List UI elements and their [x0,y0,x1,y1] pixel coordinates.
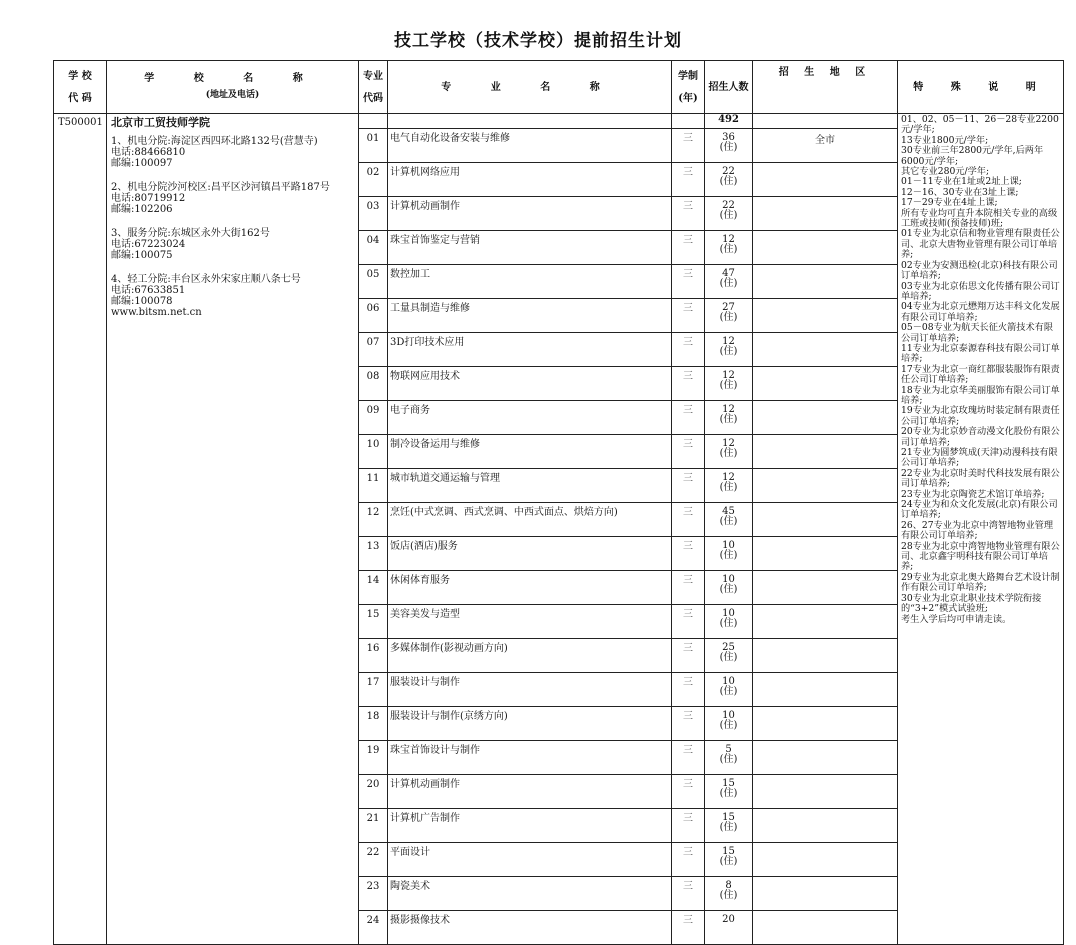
major-region [753,809,898,843]
major-years: 三 [672,265,705,299]
major-region [753,775,898,809]
special-notes [898,114,1064,945]
major-years: 三 [672,231,705,265]
major-enrollment [705,469,753,503]
header-region [753,61,898,114]
enrollment-count: 27 [722,302,735,313]
major-years: 三 [672,639,705,673]
header-region-label: 招 生 地 区 [778,67,872,78]
major-name: 珠宝首饰鉴定与营销 [388,231,672,265]
page-title: 技工学校（技术学校）提前招生计划 [394,31,682,51]
major-code: 04 [359,231,388,265]
major-name: 制冷设备运用与维修 [388,435,672,469]
header-enrollment: 招生人数 [705,61,753,114]
major-years: 三 [672,299,705,333]
major-name: 珠宝首饰设计与制作 [388,741,672,775]
header-school-name-label: 学 校 名 称 [144,73,321,84]
enrollment-count: 12 [722,472,735,483]
major-region [753,741,898,775]
major-years: 三 [672,129,705,163]
enrollment-count: 10 [722,676,735,687]
boarding-note: (住) [719,686,738,697]
major-region [753,231,898,265]
major-name: 电气自动化设备安装与维修 [388,129,672,163]
major-years: 三 [672,367,705,401]
special-notes-text: 01、02、05－11、26－28专业2200元/学年; 13专业1800元/学年; 30专业前三年2800元/学年,后两年6000元/学年; 其它专业280元/学年; 01－11专业在1址或2址上课; 12－16、30专业在3址上课; 17－29专业在4址上课; 所有专业均可直升本院相关专业的高级工班或技师(预备技师)班; 01专业为北京信和物业管理有限责任公司、北京大唐物业管理有限公司订单培养; 02专业为安测迅检(北京)科技有限公司订单培养; 03专业为北京佑思文化传播有限公司订单培养; 04专业为北京元懋翔万达丰科文化发展有限公司订单培养; 05－08专业为航天长征火箭技术有限公司订单培养; 11专业为北京泰源春科技有限公司订单培养; 17专业为北京一商红都服装服饰有限责任公司订单培养; 18专业为北京华美丽服饰有限公司订单培养; 19专业为北京玫瑰坊时装定制有限责任公司订单培养; 20专业为北京妙音动漫文化股份有限公司订单培养; 21专业为圆梦筑成(天津)动漫科技有限公司订单培养; 22专业为北京时美时代科技发展有限公司订单培养; 23专业为北京陶瓷艺术馆订单培养; 24专业为和众文化发展(北京)有限公司订单培养; 26、27专业为北京中湾智地物业管理有限公司订单培养; 28专业为北京中湾智地物业管理有限公司、北京鑫宇明科技有限公司订单培养; 29专业为北京北奥大路舞台艺术设计制作有限公司订单培养; 30专业为北京北职业技术学院衔接的“3+2”模式试验班; 考生入学后均可申请走读。 [901,114,1060,625]
header-years-bottom: (年) [678,92,698,104]
major-code: 07 [359,333,388,367]
major-region [753,877,898,911]
major-name: 工量具制造与维修 [388,299,672,333]
school-website: www.bitsm.net.cn [111,307,202,318]
major-code: 10 [359,435,388,469]
major-region [753,843,898,877]
boarding-note: (住) [719,278,738,289]
boarding-note: (住) [719,176,738,187]
major-years: 三 [672,741,705,775]
major-region: 全市 [753,129,898,163]
table-row-total [54,114,1064,129]
header-notes [898,61,1064,114]
enrollment-count: 36 [722,132,735,143]
header-major-name [388,61,672,114]
branch-address: 4、轻工分院:丰台区永外宋家庄顺八条七号 电话:67633851 邮编:100078 [111,274,301,307]
major-years: 三 [672,537,705,571]
major-years: 三 [672,809,705,843]
boarding-note: (住) [719,788,738,799]
enrollment-count: 12 [722,370,735,381]
boarding-note: (住) [719,346,738,357]
header-major-code [359,61,388,114]
boarding-note: (住) [719,584,738,595]
boarding-note: (住) [719,720,738,731]
major-code: 13 [359,537,388,571]
enrollment-count: 10 [722,574,735,585]
boarding-note: (住) [719,618,738,629]
years-empty [672,114,705,129]
enrollment-count: 15 [722,812,735,823]
header-years-top: 学制 [678,70,698,82]
school-info [107,114,359,945]
major-region [753,367,898,401]
header-years [672,61,705,114]
boarding-note: (住) [719,822,738,833]
major-region [753,537,898,571]
major-name: 陶瓷美术 [388,877,672,911]
major-years: 三 [672,843,705,877]
major-enrollment [705,231,753,265]
major-region [753,163,898,197]
major-name: 计算机动画制作 [388,775,672,809]
major-enrollment [705,503,753,537]
header-major-code-top: 专业 [363,70,383,82]
major-enrollment [705,775,753,809]
boarding-note: (住) [719,414,738,425]
major-code: 20 [359,775,388,809]
major-code: 06 [359,299,388,333]
major-enrollment [705,537,753,571]
major-enrollment [705,299,753,333]
enrollment-count: 5 [725,744,732,755]
major-enrollment [705,129,753,163]
boarding-note: (住) [719,210,738,221]
major-years: 三 [672,435,705,469]
major-code: 17 [359,673,388,707]
major-code: 12 [359,503,388,537]
major-region [753,673,898,707]
major-enrollment [705,401,753,435]
boarding-note: (住) [719,142,738,153]
enrollment-count: 47 [722,268,735,279]
major-enrollment [705,605,753,639]
major-years: 三 [672,163,705,197]
major-name: 计算机网络应用 [388,163,672,197]
major-enrollment [705,435,753,469]
enrollment-count: 10 [722,710,735,721]
major-name: 美容美发与造型 [388,605,672,639]
major-region [753,639,898,673]
header-notes-label: 特 殊 说 明 [913,81,1048,93]
major-years: 三 [672,673,705,707]
header-school-code-top: 学 校 [68,70,92,82]
major-enrollment [705,333,753,367]
major-enrollment [705,639,753,673]
major-code: 03 [359,197,388,231]
major-region [753,265,898,299]
major-code: 18 [359,707,388,741]
major-code: 14 [359,571,388,605]
major-years: 三 [672,911,705,945]
boarding-note: (住) [719,448,738,459]
boarding-note: (住) [719,890,738,901]
major-years: 三 [672,503,705,537]
major-name: 城市轨道交通运输与管理 [388,469,672,503]
enrollment-count: 20 [722,914,735,925]
major-enrollment [705,809,753,843]
major-code-empty [359,114,388,129]
region-empty [753,114,898,129]
major-code: 15 [359,605,388,639]
enrollment-count: 10 [722,540,735,551]
major-name: 电子商务 [388,401,672,435]
major-code: 23 [359,877,388,911]
boarding-note: (住) [719,754,738,765]
school-name: 北京市工贸技师学院 [111,116,210,129]
enrollment-count: 12 [722,438,735,449]
boarding-note: (住) [719,652,738,663]
major-enrollment [705,843,753,877]
boarding-note: (住) [719,516,738,527]
enrollment-count: 12 [722,336,735,347]
major-region [753,333,898,367]
major-region [753,571,898,605]
major-region [753,401,898,435]
major-name: 服装设计与制作(京绣方向) [388,707,672,741]
major-region [753,197,898,231]
major-enrollment [705,707,753,741]
major-years: 三 [672,775,705,809]
enrollment-count: 8 [725,880,732,891]
boarding-note: (住) [719,380,738,391]
header-school-name-sub: (地址及电话) [205,90,260,100]
boarding-note: (住) [719,482,738,493]
major-name: 烹饪(中式烹调、西式烹调、中西式面点、烘焙方向) [388,503,672,537]
major-code: 19 [359,741,388,775]
major-enrollment [705,673,753,707]
major-enrollment [705,571,753,605]
enrollment-count: 25 [722,642,735,653]
major-region [753,435,898,469]
major-enrollment [705,265,753,299]
major-name: 数控加工 [388,265,672,299]
major-years: 三 [672,197,705,231]
header-major-code-bottom: 代码 [363,92,383,104]
header-major-name-label: 专 业 名 称 [441,81,618,93]
enrollment-count: 22 [722,200,735,211]
branch-address: 3、服务分院:东城区永外大街162号 电话:67223024 邮编:100075 [111,228,270,261]
major-enrollment [705,163,753,197]
boarding-note: (住) [719,856,738,867]
header-school-name [107,61,359,114]
major-region [753,299,898,333]
enrollment-count: 22 [722,166,735,177]
major-name: 服装设计与制作 [388,673,672,707]
major-region [753,503,898,537]
major-name: 饭店(酒店)服务 [388,537,672,571]
enrollment-count: 45 [722,506,735,517]
major-code: 24 [359,911,388,945]
boarding-note: (住) [719,550,738,561]
major-name: 摄影摄像技术 [388,911,672,945]
major-name: 平面设计 [388,843,672,877]
major-code: 11 [359,469,388,503]
major-code: 22 [359,843,388,877]
major-years: 三 [672,707,705,741]
major-enrollment [705,741,753,775]
major-region [753,911,898,945]
major-years: 三 [672,401,705,435]
enrollment-count: 12 [722,404,735,415]
branch-address: 2、机电分院沙河校区:昌平区沙河镇昌平路187号 电话:80719912 邮编:102206 [111,182,330,215]
major-years: 三 [672,333,705,367]
major-years: 三 [672,469,705,503]
major-code: 09 [359,401,388,435]
header-school-code [54,61,107,114]
boarding-note: (住) [719,244,738,255]
major-name: 物联网应用技术 [388,367,672,401]
major-code: 01 [359,129,388,163]
enrollment-table [53,60,1064,945]
major-name: 多媒体制作(影视动画方向) [388,639,672,673]
major-code: 02 [359,163,388,197]
branch-address: 1、机电分院:海淀区西四环北路132号(营慧寺) 电话:88466810 邮编:100097 [111,136,318,169]
total-enrollment: 492 [705,114,753,129]
major-code: 16 [359,639,388,673]
table-header-row [54,61,1064,114]
enrollment-count: 10 [722,608,735,619]
major-years: 三 [672,571,705,605]
major-code: 21 [359,809,388,843]
major-enrollment [705,197,753,231]
major-name: 计算机广告制作 [388,809,672,843]
major-years: 三 [672,877,705,911]
major-name: 休闲体育服务 [388,571,672,605]
major-enrollment [705,911,753,945]
major-name: 计算机动画制作 [388,197,672,231]
major-code: 08 [359,367,388,401]
major-name-empty [388,114,672,129]
boarding-note: (住) [719,312,738,323]
enrollment-count: 15 [722,778,735,789]
major-enrollment [705,877,753,911]
major-enrollment [705,367,753,401]
major-region [753,707,898,741]
enrollment-count: 15 [722,846,735,857]
major-code: 05 [359,265,388,299]
school-code: T500001 [54,114,107,945]
enrollment-count: 12 [722,234,735,245]
header-school-code-bottom: 代 码 [68,92,92,104]
major-region [753,605,898,639]
major-years: 三 [672,605,705,639]
major-region [753,469,898,503]
major-name: 3D打印技术应用 [388,333,672,367]
